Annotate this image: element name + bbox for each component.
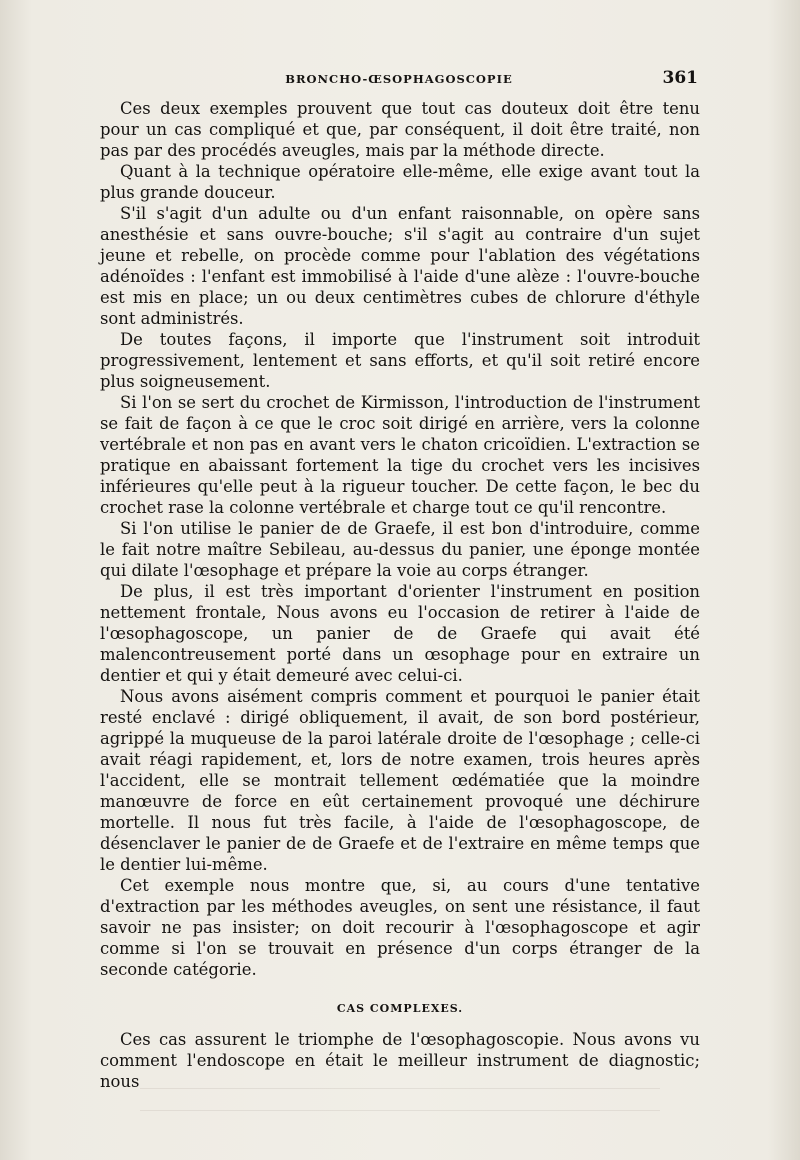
section-heading: CAS COMPLEXES. — [336, 1002, 464, 1015]
paragraph: De toutes façons, il importe que l'instrument soit introduit progressivement, lentement et sans efforts, et qu'il soit retiré encore plus soigneusement. — [100, 330, 700, 391]
paragraph: Quant à la technique opératoire elle-même, elle exige avant tout la plus grande douceur. — [100, 162, 700, 202]
paragraph: Si l'on utilise le panier de de Graefe, il est bon d'introduire, comme le fait notre maître Sebileau, au-dessus du panier, une éponge montée qui dilate l'œsophage et prépare la voie au corps étranger. — [100, 519, 700, 580]
paragraph: De plus, il est très important d'orienter l'instrument en position nettement frontale, Nous avons eu l'occasion de retirer à l'aide de l'œsophagoscope, un panier de de Graefe qui avait été malencontreusement porté dans un œsophage pour en extraire un dentier et qui y était demeuré avec celui-ci. — [100, 582, 700, 685]
paragraph: Ces cas assurent le triomphe de l'œsophagoscopie. Nous avons vu comment l'endoscope en était le meilleur instrument de diagnostic; nous — [100, 1030, 700, 1091]
page-header — [100, 62, 698, 92]
paragraph: S'il s'agit d'un adulte ou d'un enfant raisonnable, on opère sans anesthésie et sans ouvre-bouche; s'il s'agit au contraire d'un sujet jeune et rebelle, on procède comme pour l'ablation des végétations adénoïdes : l'enfant est immobilisé à l'aide d'une alèze : l'ouvre-bouche est mis en place; un ou deux centimètres cubes de chlorure d'éthyle sont administrés. — [100, 204, 700, 328]
paragraph: Si l'on se sert du crochet de Kirmisson, l'introduction de l'instrument se fait de façon à ce que le croc soit dirigé en arrière, vers la colonne vertébrale et non pas en avant vers le chaton cricoïdien. L'extraction se pratique en abaissant fortement la tige du crochet vers les incisives inférieures qu'elle peut à la rigueur toucher. De cette façon, le bec du crochet rase la colonne vertébrale et charge tout ce qu'il rencontre. — [100, 393, 700, 517]
running-title: BRONCHO-ŒSOPHAGOSCOPIE — [285, 72, 513, 86]
body-text — [100, 98, 700, 1092]
paragraph: Nous avons aisément compris comment et pourquoi le panier était resté enclavé : dirigé obliquement, il avait, de son bord postérieur, agrippé la muqueuse de la paroi latérale droite de l'œsophage ; celle-ci avait réagi rapidement, et, lors de notre examen, trois heures après l'accident, elle se montrait tellement œdématiée que la moindre manœuvre de force en eût certainement provoqué une déchirure mortelle. Il nous fut très facile, à l'aide de l'œsophagoscope, de désenclaver le panier de de Graefe et de l'extraire en même temps que le dentier lui-même. — [100, 687, 700, 874]
bleed-through-line — [140, 1088, 660, 1089]
paragraph: Cet exemple nous montre que, si, au cours d'une tentative d'extraction par les méthodes aveugles, on sent une résistance, il faut savoir ne pas insister; on doit recourir à l'œsophagoscope et agir comme si l'on se trouvait en présence d'un corps étranger de la seconde catégorie. — [100, 876, 700, 979]
page-number: 361 — [662, 68, 698, 88]
bleed-through-line — [140, 1110, 660, 1111]
paragraph: Ces deux exemples prouvent que tout cas douteux doit être tenu pour un cas compliqué et que, par conséquent, il doit être traité, non pas par des procédés aveugles, mais par la méthode directe. — [100, 99, 700, 160]
